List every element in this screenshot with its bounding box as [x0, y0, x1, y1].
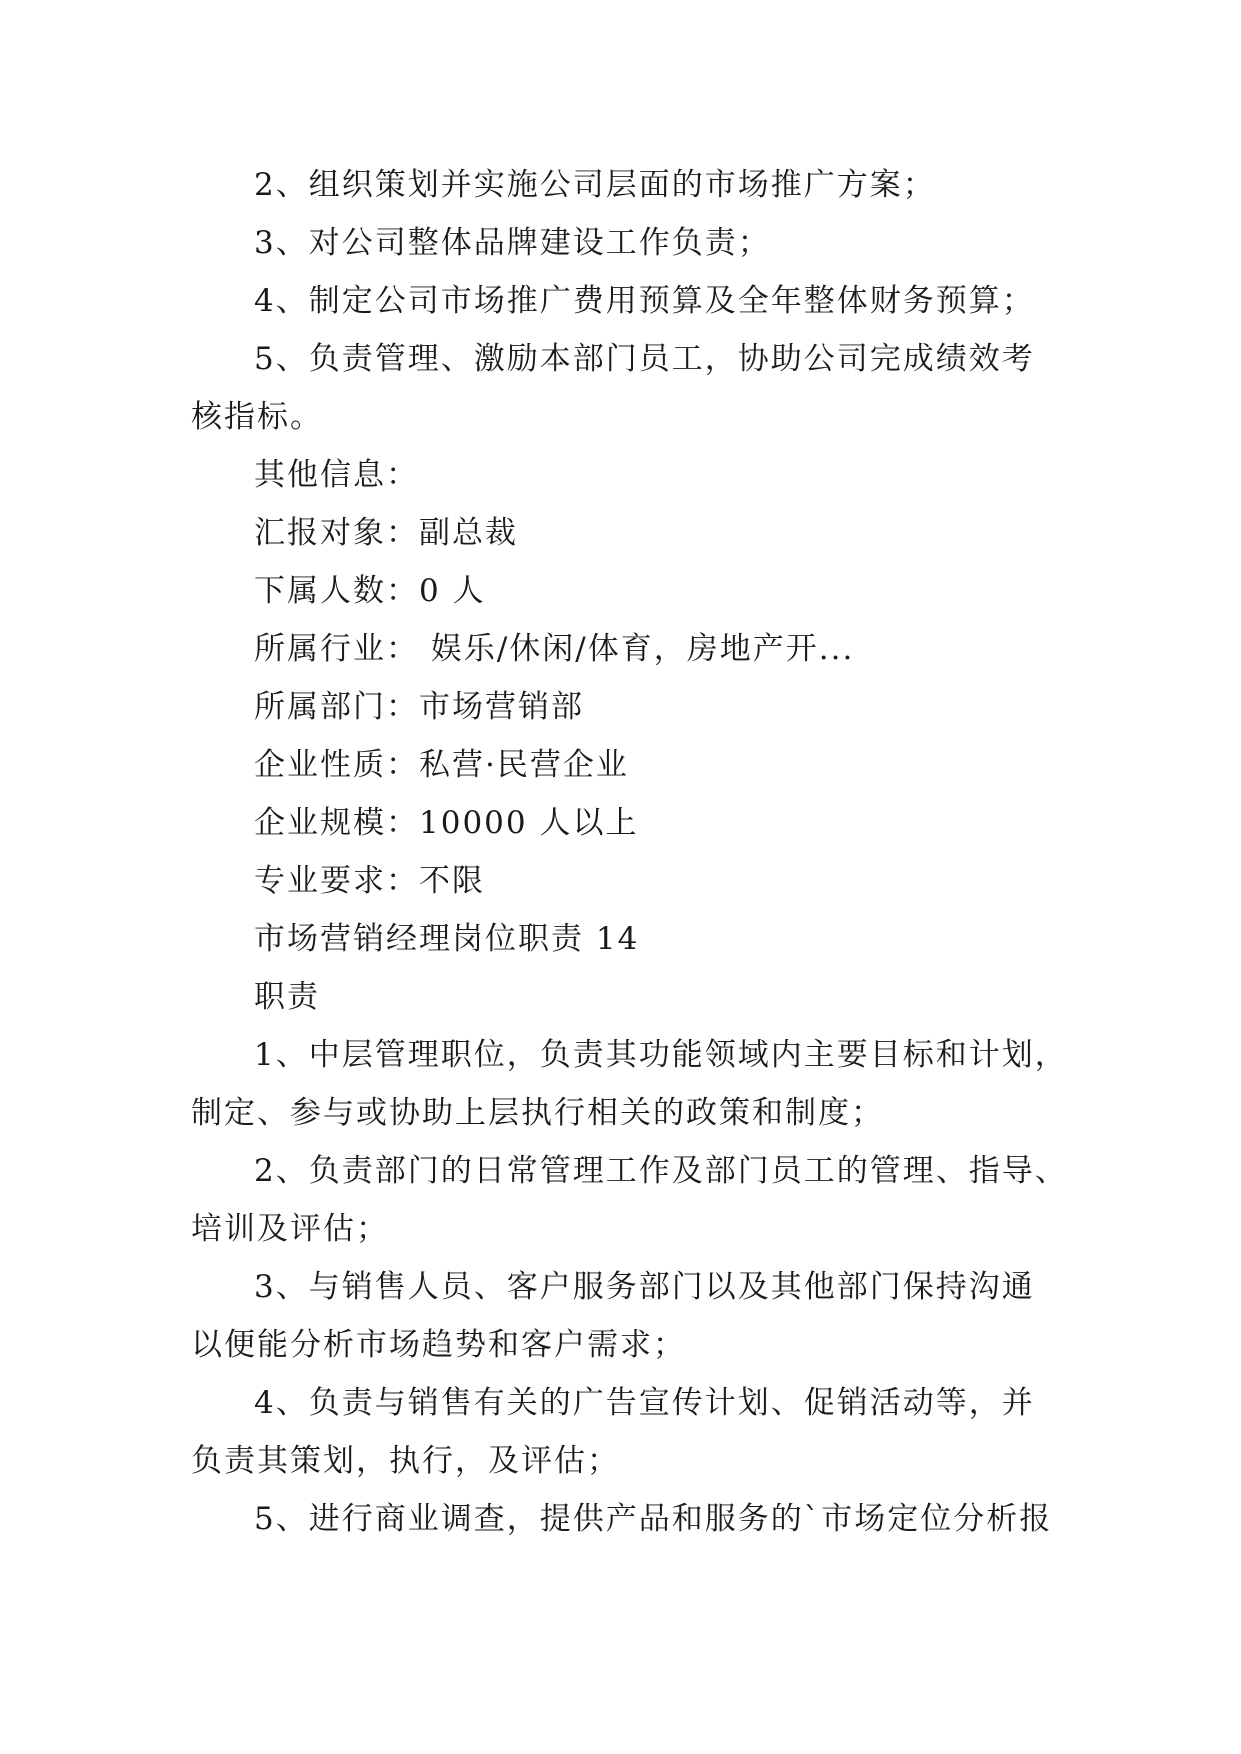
text-line: 2、负责部门的日常管理工作及部门员工的管理、指导、: [254, 1153, 1068, 1189]
text-line: 3、与销售人员、客户服务部门以及其他部门保持沟通: [254, 1269, 1035, 1305]
section-label: 其他信息：: [254, 457, 419, 493]
section-heading: 市场营销经理岗位职责 14: [254, 921, 640, 957]
text-line: 培训及评估；: [191, 1211, 389, 1247]
document-body: [191, 156, 1071, 1548]
text-line: 以便能分析市场趋势和客户需求；: [191, 1327, 686, 1363]
text-line: 4、制定公司市场推广费用预算及全年整体财务预算；: [254, 283, 1035, 319]
text-line: 3、对公司整体品牌建设工作负责；: [254, 225, 771, 261]
text-line: 5、负责管理、激励本部门员工，协助公司完成绩效考: [254, 341, 1035, 377]
text-line: 核指标。: [191, 399, 323, 435]
info-major: 专业要求：不限: [254, 863, 485, 899]
text-line: 5、进行商业调查，提供产品和服务的`市场定位分析报: [254, 1501, 1053, 1537]
info-subordinates: 下属人数：0 人: [254, 573, 486, 609]
section-label: 职责: [254, 979, 320, 1015]
info-company-size: 企业规模：10000 人以上: [254, 805, 639, 841]
info-department: 所属部门：市场营销部: [254, 689, 584, 725]
text-line: 负责其策划，执行，及评估；: [191, 1443, 620, 1479]
text-line: 4、负责与销售有关的广告宣传计划、促销活动等，并: [254, 1385, 1035, 1421]
info-company-type: 企业性质：私营·民营企业: [254, 747, 629, 783]
info-industry: 所属行业： 娱乐/休闲/体育，房地产开...: [254, 631, 855, 667]
info-report-to: 汇报对象：副总裁: [254, 515, 518, 551]
text-line: 2、组织策划并实施公司层面的市场推广方案；: [254, 167, 936, 203]
text-line: 制定、参与或协助上层执行相关的政策和制度；: [191, 1095, 884, 1131]
text-line: 1、中层管理职位，负责其功能领域内主要目标和计划，: [254, 1037, 1068, 1073]
